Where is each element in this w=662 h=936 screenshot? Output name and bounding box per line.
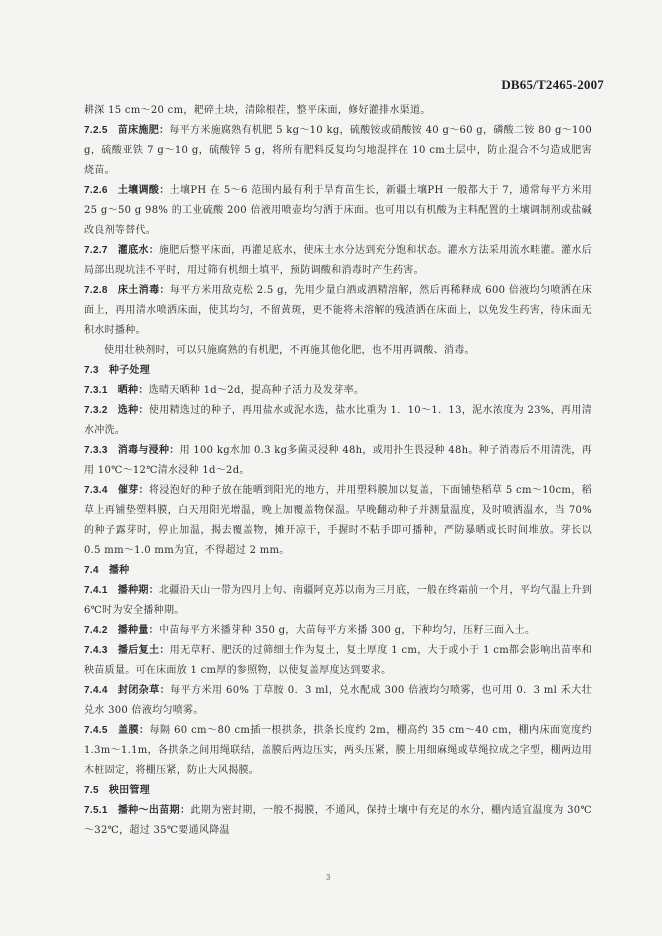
clause-number: 7.2.6 bbox=[84, 185, 108, 196]
document-body bbox=[84, 101, 592, 841]
clause-7-3-3 bbox=[84, 441, 592, 481]
clause-text: 每平方米施腐熟有机肥 5 kg～10 kg，硫酸铵或硝酸铵 40 g～60 g，磷酸二铵 80 g～100 g，硫酸亚铁 7 g～10 g，硫酸锌 5 g，将所有肥料反复均匀地混拌在 10 cm土层中，防止混合不匀造成肥害烧苗。 bbox=[84, 125, 592, 176]
clause-7-2-7 bbox=[84, 241, 592, 281]
paragraph-note bbox=[84, 341, 592, 361]
section-number: 7.5 bbox=[84, 785, 99, 796]
clause-text: 每隔 60 cm～80 cm插一根拱条，拱条长度约 2m，棚高约 35 cm～40 cm，棚内床面宽度约 1.3m～1.1m，各拱条之间用绳联结，盖膜后两边压实，两头压紧，膜上用细麻绳或草绳拉成之字型，棚两边用木桩固定，将棚压紧，防止大风揭膜。 bbox=[84, 725, 592, 776]
clause-text: 将浸泡好的种子放在能晒到阳光的地方，并用塑料膜加以复盖，下面铺垫稻草 5 cm～10cm，稻草上再铺垫塑料膜，白天用阳光增温，晚上加覆盖物保温。早晚翻动种子并测量温度，及时喷洒温水，当 70%的种子露芽时，停止加温，揭去覆盖物，摊开凉干，手握时不粘手即可播种，严防暴晒或长时间堆放。芽长以 0.5 mm～1.0 mm为宜，不得超过 2 mm。 bbox=[84, 485, 592, 556]
clause-7-4-2 bbox=[84, 621, 592, 641]
clause-number: 7.4.1 bbox=[84, 585, 108, 596]
clause-number: 7.4.5 bbox=[84, 725, 108, 736]
section-number: 7.3 bbox=[84, 365, 99, 376]
clause-text: 使用精选过的种子，再用盐水或泥水选，盐水比重为 1．10～1．13，泥水浓度为 23%，再用清水冲洗。 bbox=[84, 405, 593, 436]
clause-number: 7.4.4 bbox=[84, 685, 108, 696]
clause-number: 7.3.2 bbox=[84, 405, 108, 416]
paragraph-continuation bbox=[84, 101, 592, 121]
clause-term: 选种： bbox=[117, 405, 149, 416]
page-number: 3 bbox=[326, 873, 331, 882]
clause-text: 中苗每平方米播芽种 350 g，大苗每平方米播 300 g，下种均匀，压籽三面入土。 bbox=[158, 625, 536, 636]
clause-7-3-4 bbox=[84, 481, 592, 561]
clause-term: 播后复土： bbox=[117, 645, 170, 656]
clause-number: 7.2.5 bbox=[84, 125, 108, 136]
clause-term: 催芽： bbox=[117, 485, 150, 496]
clause-number: 7.3.1 bbox=[84, 385, 108, 396]
clause-term: 床土消毒： bbox=[117, 285, 170, 296]
clause-term: 消毒与浸种： bbox=[117, 445, 180, 456]
clause-number: 7.4.3 bbox=[84, 645, 108, 656]
section-title: 播种 bbox=[108, 565, 130, 576]
clause-text: 此期为密封期，一般不揭膜，不通风，保持土壤中有充足的水分，棚内适宜温度为 30℃～32℃，超过 35℃要通风降温 bbox=[84, 805, 592, 836]
clause-text: 北疆沿天山一带为四月上旬、南疆阿克苏以南为三月底，一般在终霜前一个月，平均气温上升到 6℃时为安全播种期。 bbox=[84, 585, 592, 616]
section-title: 秧田管理 bbox=[108, 785, 151, 796]
clause-7-4-4 bbox=[84, 681, 592, 721]
clause-number: 7.4.2 bbox=[84, 625, 108, 636]
clause-text: 每平方米用 60% 丁草胺 0．3 ml，兑水配成 300 倍液均匀喷雾，也可用 0．3 ml 禾大壮兑水 300 倍液均匀喷雾。 bbox=[84, 685, 592, 716]
clause-term: 播种～出苗期： bbox=[117, 805, 191, 816]
clause-7-4-5 bbox=[84, 721, 592, 781]
clause-text: 土壤PH 在 5～6 范围内最有利于旱育苗生长，新疆土壤PH 一般都大于 7，通常每平方米用 25 g～50 g 98% 的工业硫酸 200 倍液用喷壶均匀洒于床面。也可用以有机酸为主料配置的土壤调制剂或盐碱改良剂等替代。 bbox=[84, 185, 592, 236]
paragraph-text: 使用壮秧剂时，可以只施腐熟的有机肥，不再施其他化肥，也不用再调酸、消毒。 bbox=[104, 345, 475, 356]
paragraph-text: 耕深 15 cm～20 cm，耙碎土块，清除根茬，整平床面，修好灌排水渠道。 bbox=[84, 105, 431, 116]
clause-text: 每平方米用敌克松 2.5 g，先用少量白酒或酒精溶解，然后再稀释成 600 倍液均匀喷洒在床面上，再用清水喷洒床面，使其均匀，不留黄斑，更不能将未溶解的残渣洒在床面上，以免发生药害，待床面无积水时播种。 bbox=[84, 285, 593, 336]
clause-term: 土壤调酸： bbox=[117, 185, 170, 196]
clause-number: 7.2.8 bbox=[84, 285, 108, 296]
clause-number: 7.5.1 bbox=[84, 805, 108, 816]
clause-7-4-3 bbox=[84, 641, 592, 681]
clause-text: 施肥后整平床面，再灌足底水，使床土水分达到充分饱和状态。灌水方法采用流水畦灌。灌水后局部出现坑洼不平时，用过筛有机细土填平，预防调酸和消毒时产生药害。 bbox=[84, 245, 592, 276]
section-7-5 bbox=[84, 781, 592, 801]
section-7-3 bbox=[84, 361, 592, 381]
clause-7-3-1 bbox=[84, 381, 592, 401]
clause-text: 选晴天晒种 1d～2d，提高种子活力及发芽率。 bbox=[148, 385, 365, 396]
clause-term: 灌底水： bbox=[117, 245, 159, 256]
clause-7-2-6 bbox=[84, 181, 592, 241]
clause-term: 盖膜： bbox=[117, 725, 150, 736]
clause-number: 7.2.7 bbox=[84, 245, 108, 256]
clause-term: 播种量： bbox=[117, 625, 159, 636]
clause-7-2-8 bbox=[84, 281, 592, 341]
clause-number: 7.3.3 bbox=[84, 445, 108, 456]
clause-number: 7.3.4 bbox=[84, 485, 108, 496]
section-number: 7.4 bbox=[84, 565, 99, 576]
clause-term: 晒种： bbox=[117, 385, 149, 396]
clause-7-3-2 bbox=[84, 401, 592, 441]
clause-term: 封闭杂草： bbox=[117, 685, 171, 696]
clause-term: 播种期： bbox=[117, 585, 159, 596]
standard-code: DB65/T2465-2007 bbox=[501, 77, 604, 92]
clause-term: 苗床施肥： bbox=[117, 125, 170, 136]
clause-7-2-5 bbox=[84, 121, 592, 181]
clause-text: 用 100 kg水加 0.3 kg多菌灵浸种 48h，或用扑生畏浸种 48h。种子消毒后不用清洗，再用 10℃～12℃清水浸种 1d～2d。 bbox=[84, 445, 592, 476]
clause-7-4-1 bbox=[84, 581, 592, 621]
section-title: 种子处理 bbox=[108, 365, 151, 376]
section-7-4 bbox=[84, 561, 592, 581]
clause-7-5-1 bbox=[84, 801, 592, 841]
clause-text: 用无草籽、肥沃的过筛细土作为复土，复土厚度 1 cm，大于或小于 1 cm都会影响出苗率和秧苗质量。可在床面放 1 cm厚的参照物，以使复盖厚度达到要求。 bbox=[84, 645, 593, 676]
